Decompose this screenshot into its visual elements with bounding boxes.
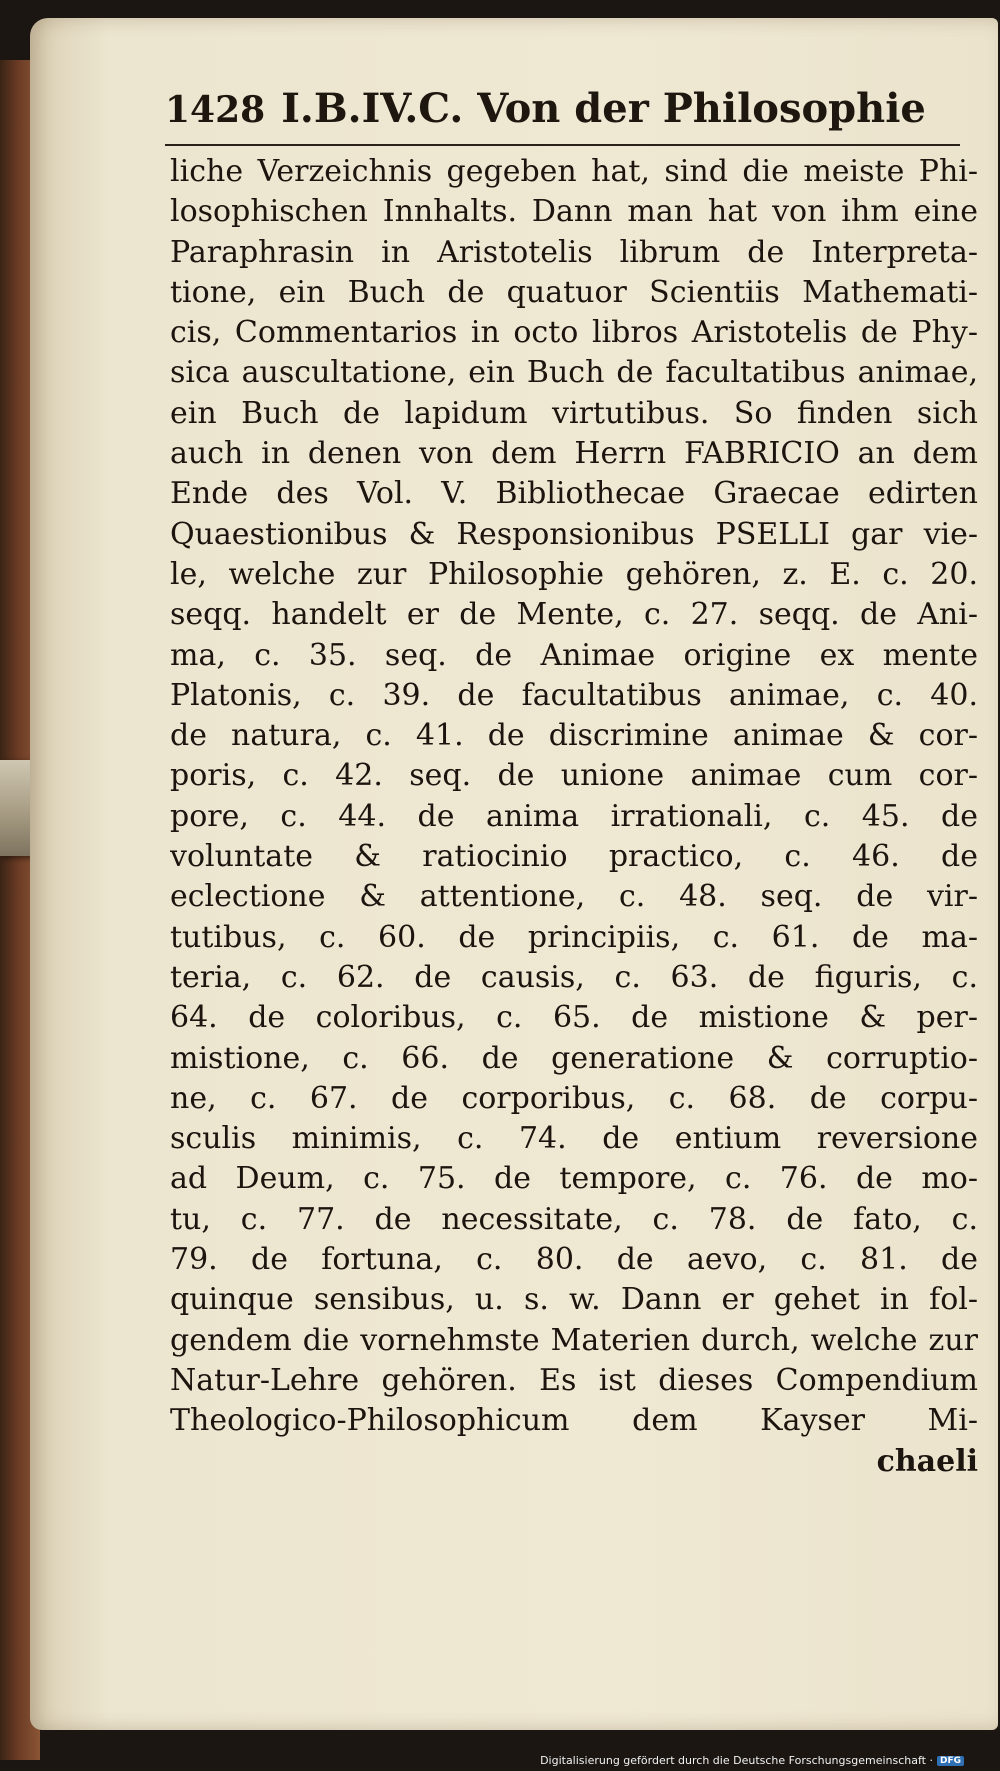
text-line: losophischen Innhalts. Dann man hat von ihm eine xyxy=(170,194,978,230)
text-line: Natur-Lehre gehören. Es ist dieses Compendium xyxy=(170,1362,978,1398)
running-head: I.B.IV.C. Von der Philosophie xyxy=(281,85,926,132)
text-line: seqq. handelt er de Mente, c. 27. seqq. de Ani- xyxy=(170,597,978,633)
text-line: pore, c. 44. de anima irrationali, c. 45. de xyxy=(170,798,978,834)
digitization-credit xyxy=(540,1754,964,1767)
text-line: liche Verzeichnis gegeben hat, sind die meiste Phi- xyxy=(170,154,978,189)
text-line: Quaestionibus & Responsionibus PSELLI gar vie- xyxy=(170,516,978,552)
credit-text: Digitalisierung gefördert durch die Deutsche Forschungsgemeinschaft · xyxy=(540,1754,933,1767)
text-line: mistione, c. 66. de generatione & corruptio- xyxy=(170,1040,978,1076)
page-header xyxy=(165,85,980,145)
text-line: auch in denen von dem Herrn FABRICIO an dem xyxy=(170,436,978,472)
text-line: 64. de coloribus, c. 65. de mistione & per- xyxy=(170,1000,978,1036)
text-line: teria, c. 62. de causis, c. 63. de figuris, c. xyxy=(170,959,978,995)
dfg-logo: DFG xyxy=(937,1756,964,1766)
text-line: Theologico-Philosophicum dem Kayser Mi- xyxy=(170,1403,978,1439)
text-line: sculis minimis, c. 74. de entium reversione xyxy=(170,1121,978,1157)
text-line: voluntate & ratiocinio practico, c. 46. de xyxy=(170,839,978,875)
text-line: sica auscultatione, ein Buch de facultatibus animae, xyxy=(170,355,978,391)
catchword: chaeli xyxy=(876,1443,978,1479)
text-line: tione, ein Buch de quatuor Scientiis Mathemati- xyxy=(170,274,978,310)
text-line: gendem die vornehmste Materien durch, welche zur xyxy=(170,1322,978,1358)
text-line: poris, c. 42. seq. de unione animae cum cor- xyxy=(170,758,978,794)
text-line: de natura, c. 41. de discrimine animae & cor- xyxy=(170,718,978,754)
text-line: tu, c. 77. de necessitate, c. 78. de fato, c. xyxy=(170,1201,978,1237)
text-line: ma, c. 35. seq. de Animae origine ex mente xyxy=(170,637,978,673)
text-line: ein Buch de lapidum virtutibus. So finden sich xyxy=(170,395,978,431)
body-text xyxy=(170,152,978,1482)
text-line: ne, c. 67. de corporibus, c. 68. de corpu- xyxy=(170,1080,978,1116)
text-line: Ende des Vol. V. Bibliothecae Graecae edirten xyxy=(170,476,978,512)
text-line: cis, Commentarios in octo libros Aristotelis de Phy- xyxy=(170,315,978,351)
text-line: quinque sensibus, u. s. w. Dann er gehet in fol- xyxy=(170,1282,978,1318)
text-line: Platonis, c. 39. de facultatibus animae, c. 40. xyxy=(170,677,978,713)
text-line: 79. de fortuna, c. 80. de aevo, c. 81. de xyxy=(170,1242,978,1278)
text-line: tutibus, c. 60. de principiis, c. 61. de ma- xyxy=(170,919,978,955)
page-number: 1428 xyxy=(165,89,266,131)
text-line: Paraphrasin in Aristotelis librum de Interpreta- xyxy=(170,234,978,270)
header-rule xyxy=(165,144,960,146)
text-line: eclectione & attentione, c. 48. seq. de vir- xyxy=(170,879,978,915)
text-line: ad Deum, c. 75. de tempore, c. 76. de mo- xyxy=(170,1161,978,1197)
text-line: le, welche zur Philosophie gehören, z. E. c. 20. xyxy=(170,556,978,592)
